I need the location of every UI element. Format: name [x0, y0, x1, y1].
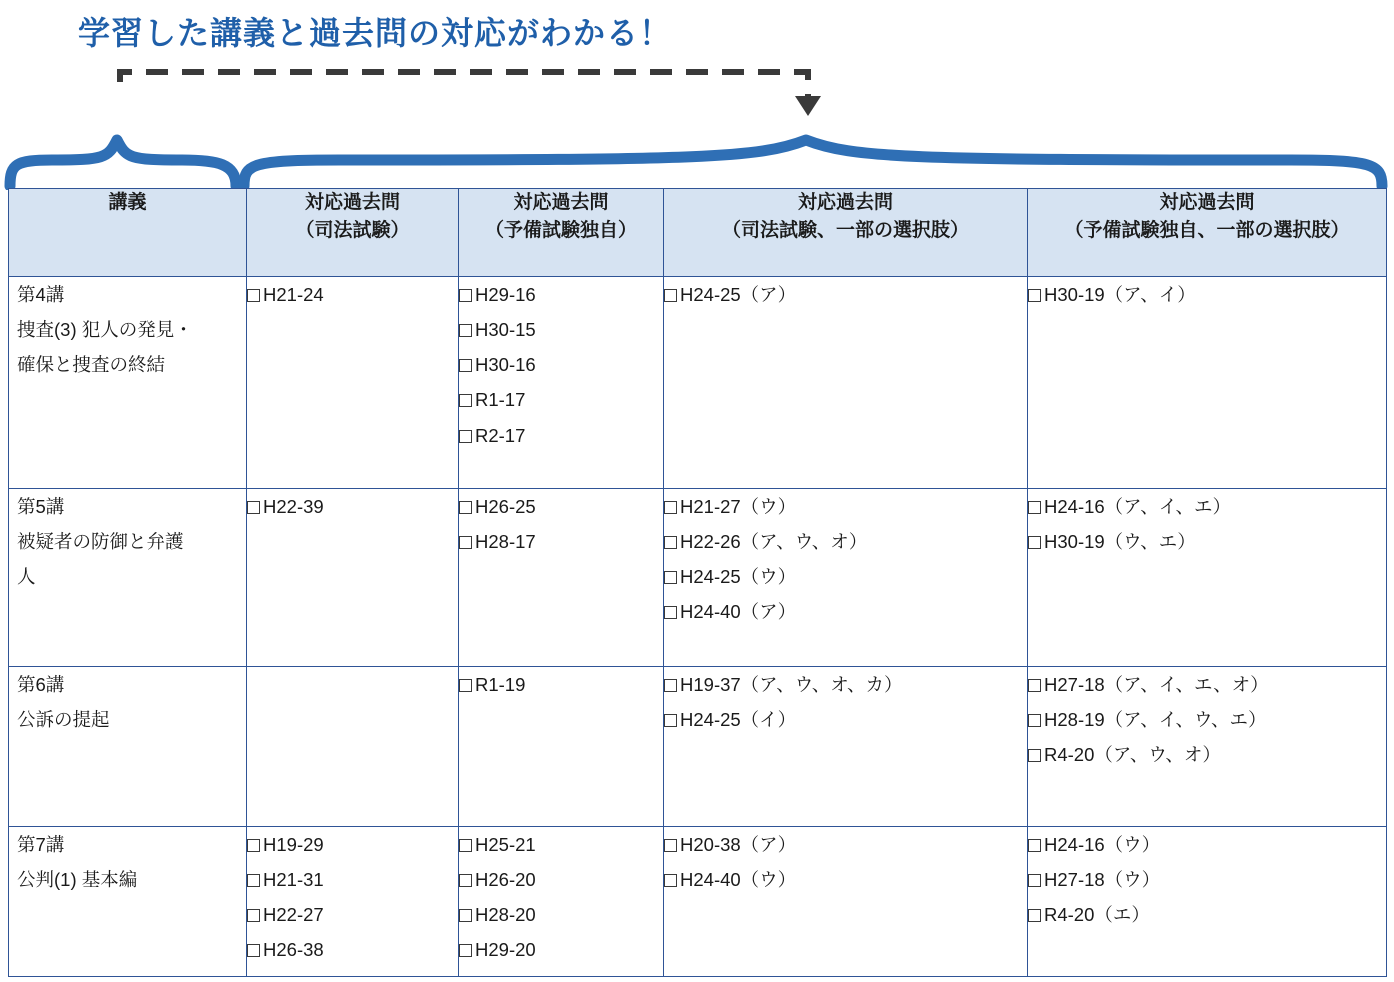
lecture-line: 捜査(3) 犯人の発見・ — [17, 319, 193, 341]
question-item[interactable] — [1028, 667, 1386, 702]
question-item[interactable] — [459, 382, 663, 417]
column-header-yobi — [459, 189, 664, 277]
brace-group — [0, 128, 1394, 190]
question-item[interactable] — [459, 277, 663, 312]
question-item[interactable] — [247, 932, 458, 967]
question-label: H22-26（ア、ウ、オ） — [680, 531, 868, 553]
question-label: H24-16（ア、イ、エ） — [1044, 496, 1232, 517]
question-label: H19-29 — [263, 834, 324, 855]
checkbox-icon[interactable] — [459, 679, 472, 692]
lecture-line: 第7講 — [17, 834, 65, 855]
table-row — [9, 667, 1387, 827]
table-row — [9, 827, 1387, 977]
question-item[interactable] — [664, 594, 1027, 629]
column-header-yobi-line1: 対応過去問 — [513, 192, 609, 213]
question-item[interactable] — [459, 347, 663, 382]
cell-shihou — [247, 489, 459, 667]
cell-yobi — [459, 827, 664, 977]
checkbox-icon[interactable] — [664, 606, 677, 619]
question-item[interactable] — [459, 827, 663, 862]
question-label: H21-31 — [263, 869, 324, 891]
question-label: H30-19（ア、イ） — [1044, 284, 1196, 305]
question-label: H22-27 — [263, 904, 324, 926]
question-label: H25-21 — [475, 834, 536, 855]
checkbox-icon[interactable] — [664, 536, 677, 549]
checkbox-icon[interactable] — [1028, 501, 1041, 514]
cell-shihou — [247, 667, 459, 827]
lecture-line: 第6講 — [17, 674, 65, 695]
question-label: H24-40（ウ） — [680, 869, 797, 891]
question-label: R4-20（エ） — [1044, 904, 1150, 926]
question-item[interactable] — [1028, 737, 1386, 772]
cell-lecture — [9, 489, 247, 667]
column-header-shihou-partial-line2: （司法試験、一部の選択肢） — [721, 219, 969, 241]
cell-shihou — [247, 827, 459, 977]
cell-lecture — [9, 667, 247, 827]
question-label: H28-17 — [475, 531, 536, 553]
question-label: H30-19（ウ、エ） — [1044, 531, 1196, 553]
question-label: R1-17 — [475, 389, 526, 411]
question-item[interactable] — [247, 827, 458, 862]
checkbox-icon[interactable] — [459, 394, 472, 407]
question-item[interactable] — [664, 277, 1027, 312]
question-item[interactable] — [459, 667, 663, 702]
checkbox-icon[interactable] — [247, 874, 260, 887]
question-item[interactable] — [664, 702, 1027, 737]
question-label: H27-18（ウ） — [1044, 869, 1161, 891]
column-header-shihou-line1: 対応過去問 — [304, 192, 400, 213]
checkbox-icon[interactable] — [247, 501, 260, 514]
checkbox-icon[interactable] — [1028, 536, 1041, 549]
question-label: H28-20 — [475, 904, 536, 926]
question-item[interactable] — [664, 524, 1027, 559]
checkbox-icon[interactable] — [664, 289, 677, 302]
checkbox-icon[interactable] — [459, 359, 472, 372]
table-body — [9, 277, 1387, 977]
checkbox-icon[interactable] — [459, 430, 472, 443]
table-row — [9, 277, 1387, 489]
checkbox-icon[interactable] — [1028, 289, 1041, 302]
question-label: R1-19 — [475, 674, 526, 695]
checkbox-icon[interactable] — [1028, 679, 1041, 692]
question-item[interactable] — [1028, 277, 1386, 312]
column-header-shihou-partial-line1: 対応過去問 — [797, 192, 893, 213]
checkbox-icon[interactable] — [459, 536, 472, 549]
cell-yobi-partial — [1028, 827, 1387, 977]
question-item[interactable] — [664, 559, 1027, 594]
column-header-lecture-line1: 講義 — [108, 192, 147, 213]
column-header-yobi-partial-line2: （予備試験独自、一部の選択肢） — [1064, 219, 1350, 241]
table-row — [9, 489, 1387, 667]
question-label: H24-25（イ） — [680, 709, 797, 731]
question-label: H20-38（ア） — [680, 834, 797, 855]
cell-yobi — [459, 667, 664, 827]
question-item[interactable] — [664, 827, 1027, 862]
cell-shihou-partial — [664, 827, 1028, 977]
question-item[interactable] — [1028, 897, 1386, 932]
checkbox-icon[interactable] — [459, 839, 472, 852]
question-label: H28-19（ア、イ、ウ、エ） — [1044, 709, 1267, 731]
checkbox-icon[interactable] — [247, 289, 260, 302]
checkbox-icon[interactable] — [247, 839, 260, 852]
correspondence-table — [8, 188, 1387, 977]
cell-shihou-partial — [664, 277, 1028, 489]
question-label: H22-39 — [263, 496, 324, 517]
column-header-lecture — [9, 189, 247, 277]
cell-yobi — [459, 277, 664, 489]
lecture-line: 被疑者の防御と弁護 — [17, 531, 184, 553]
column-header-shihou-partial — [664, 189, 1028, 277]
checkbox-icon[interactable] — [664, 679, 677, 692]
question-item[interactable] — [247, 277, 458, 312]
cell-shihou-partial — [664, 667, 1028, 827]
column-header-yobi-partial — [1028, 189, 1387, 277]
dashed-connector-arrow — [0, 60, 1394, 130]
checkbox-icon[interactable] — [1028, 749, 1041, 762]
question-item[interactable] — [459, 312, 663, 347]
checkbox-icon[interactable] — [1028, 839, 1041, 852]
question-label: H24-25（ア） — [680, 284, 797, 305]
cell-lecture — [9, 827, 247, 977]
lecture-line: 第4講 — [17, 284, 65, 305]
question-item[interactable] — [459, 418, 663, 453]
lecture-line: 第5講 — [17, 496, 65, 517]
cell-shihou-partial — [664, 489, 1028, 667]
question-item[interactable] — [1028, 489, 1386, 524]
question-item[interactable] — [1028, 524, 1386, 559]
checkbox-icon[interactable] — [459, 909, 472, 922]
question-label: H26-38 — [263, 939, 324, 961]
question-label: R4-20（ア、ウ、オ） — [1044, 744, 1221, 766]
question-label: H29-20 — [475, 939, 536, 961]
question-label: H30-16 — [475, 354, 536, 376]
question-label: H29-16 — [475, 284, 536, 305]
question-label: H24-40（ア） — [680, 601, 797, 623]
question-item[interactable] — [459, 524, 663, 559]
cell-yobi-partial — [1028, 489, 1387, 667]
question-label: H26-20 — [475, 869, 536, 891]
checkbox-icon[interactable] — [459, 324, 472, 337]
question-item[interactable] — [247, 897, 458, 932]
question-label: H30-15 — [475, 319, 536, 341]
question-item[interactable] — [247, 862, 458, 897]
question-item[interactable] — [1028, 702, 1386, 737]
cell-yobi-partial — [1028, 277, 1387, 489]
checkbox-icon[interactable] — [664, 571, 677, 584]
correspondence-table-wrapper — [8, 188, 1386, 977]
cell-lecture — [9, 277, 247, 489]
lecture-line: 人 — [17, 566, 36, 588]
checkbox-icon[interactable] — [247, 944, 260, 957]
question-item[interactable] — [459, 897, 663, 932]
cell-shihou — [247, 277, 459, 489]
lecture-line: 公判(1) 基本編 — [17, 869, 138, 891]
question-item[interactable] — [1028, 862, 1386, 897]
question-label: R2-17 — [475, 424, 526, 446]
checkbox-icon[interactable] — [247, 909, 260, 922]
cell-yobi — [459, 489, 664, 667]
question-label: H19-37（ア、ウ、オ、カ） — [680, 674, 903, 695]
column-header-shihou — [247, 189, 459, 277]
column-header-yobi-partial-line1: 対応過去問 — [1159, 192, 1255, 213]
lecture-line: 確保と捜査の終結 — [17, 354, 166, 376]
question-item[interactable] — [1028, 827, 1386, 862]
checkbox-icon[interactable] — [1028, 874, 1041, 887]
question-label: H27-18（ア、イ、エ、オ） — [1044, 674, 1269, 695]
question-label: H24-16（ウ） — [1044, 834, 1161, 855]
checkbox-icon[interactable] — [459, 501, 472, 514]
question-item[interactable] — [664, 489, 1027, 524]
checkbox-icon[interactable] — [459, 289, 472, 302]
column-header-yobi-line2: （予備試験独自） — [484, 219, 637, 241]
checkbox-icon[interactable] — [664, 501, 677, 514]
question-item[interactable] — [247, 489, 458, 524]
checkbox-icon[interactable] — [459, 874, 472, 887]
lecture-line: 公訴の提起 — [17, 709, 110, 731]
question-item[interactable] — [664, 862, 1027, 897]
page-title: 学習した講義と過去問の対応がわかる！ — [78, 15, 673, 51]
header-row — [9, 189, 1387, 277]
question-item[interactable] — [459, 862, 663, 897]
checkbox-icon[interactable] — [459, 944, 472, 957]
question-item[interactable] — [664, 667, 1027, 702]
question-item[interactable] — [459, 932, 663, 967]
question-item[interactable] — [459, 489, 663, 524]
checkbox-icon[interactable] — [664, 874, 677, 887]
column-header-shihou-line2: （司法試験） — [295, 219, 410, 241]
checkbox-icon[interactable] — [1028, 909, 1041, 922]
question-label: H24-25（ウ） — [680, 566, 797, 588]
cell-yobi-partial — [1028, 667, 1387, 827]
question-label: H21-24 — [263, 284, 324, 305]
table-header — [9, 189, 1387, 277]
checkbox-icon[interactable] — [664, 714, 677, 727]
question-label: H21-27（ウ） — [680, 496, 797, 517]
checkbox-icon[interactable] — [664, 839, 677, 852]
checkbox-icon[interactable] — [1028, 714, 1041, 727]
question-label: H26-25 — [475, 496, 536, 517]
